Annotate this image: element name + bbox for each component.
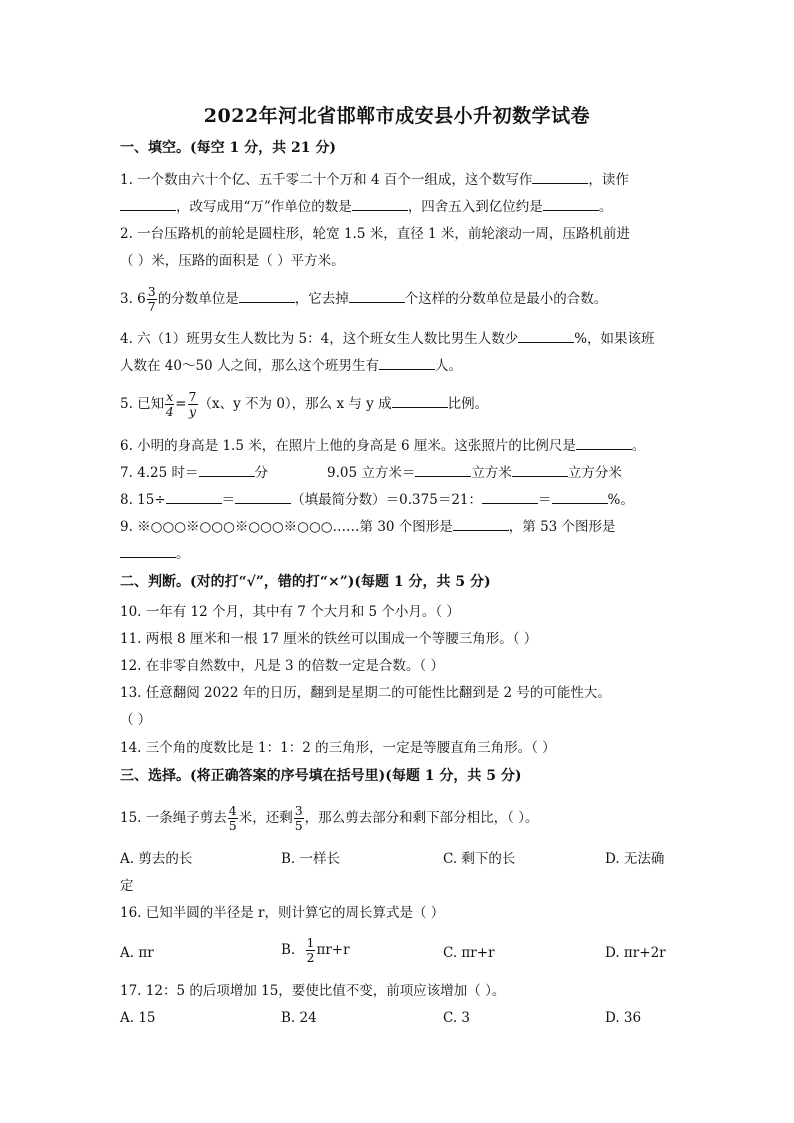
- q4-text-b: %，如果该班: [574, 331, 655, 347]
- q17-option-d[interactable]: D. 36: [605, 1010, 642, 1026]
- question-11: 11. 两根 8 厘米和一根 17 厘米的铁丝可以围成一个等腰三角形。（ ）: [120, 631, 538, 647]
- q5-blank[interactable]: [392, 395, 448, 408]
- q15-numerator-1: 4: [228, 803, 237, 818]
- q5-numerator-2: 7: [188, 389, 197, 404]
- question-5: [120, 387, 794, 421]
- q5-fraction-1: [165, 390, 174, 419]
- q1-text-d: ，四舍五入到亿位约是: [407, 199, 543, 215]
- q16-b-expression: πr+r: [316, 942, 350, 958]
- q4-blank-1[interactable]: [518, 330, 574, 343]
- q1-blank-2[interactable]: [120, 198, 176, 211]
- question-4-line-1: [120, 330, 794, 348]
- question-10: 10. 一年有 12 个月，其中有 7 个大月和 5 个小月。（ ）: [120, 604, 460, 620]
- q3-blank-1[interactable]: [239, 290, 295, 303]
- section-1-heading: 一、填空。(每空 1 分，共 21 分): [120, 140, 336, 156]
- q8-text-d: ＝: [538, 492, 552, 508]
- q15-denominator-1: 5: [228, 818, 237, 833]
- q5-text-a: （x、y 不为 0），那么 x 与 y 成: [198, 396, 392, 412]
- q15-option-a[interactable]: A. 剪去的长: [120, 851, 193, 867]
- q4-text-d: 人。: [434, 358, 462, 374]
- question-13-line-1: 13. 任意翻阅 2022 年的日历，翻到是星期二的可能性比翻到是 2 号的可能性大。: [120, 685, 611, 701]
- q15-text-b: 米，还剩: [238, 810, 293, 826]
- q6-blank[interactable]: [576, 437, 632, 450]
- question-14: 14. 三个角的度数比是 1：1：2 的三角形，一定是等腰直角三角形。（ ）: [120, 740, 556, 756]
- question-9-line-1: [120, 518, 794, 536]
- q15-denominator-2: 5: [294, 818, 303, 833]
- q8-text-b: ＝: [221, 492, 236, 508]
- q1-blank-4[interactable]: [543, 198, 599, 211]
- q4-blank-2[interactable]: [379, 357, 435, 370]
- q7-text-d: 立方米: [471, 465, 512, 481]
- q5-prefix: 5. 已知: [120, 396, 165, 412]
- section-3-heading: 三、选择。(将正确答案的序号填在括号里)(每题 1 分，共 5 分): [120, 768, 522, 784]
- q15-option-d[interactable]: D. 无法确: [605, 851, 665, 867]
- question-4-line-2: [120, 357, 794, 375]
- question-6: [120, 437, 794, 455]
- q3-text-b: ，它去掉: [294, 291, 349, 307]
- q5-denominator-1: 4: [165, 404, 174, 419]
- q5-equals: =: [175, 396, 187, 412]
- q3-numerator: 3: [147, 284, 156, 299]
- question-17: 17. 12：5 的后项增加 15，要使比值不变，前项应该增加（ ）。: [120, 983, 506, 999]
- q15-fraction-2: [294, 804, 304, 833]
- question-15: [120, 801, 794, 835]
- q5-denominator-2: y: [188, 404, 197, 419]
- q15-text-a: 15. 一条绳子剪去: [120, 810, 227, 826]
- q1-blank-1[interactable]: [532, 171, 588, 184]
- q4-text-a: 4. 六（1）班男女生人数比为 5：4，这个班女生人数比男生人数少: [120, 331, 519, 347]
- q3-denominator: 7: [147, 299, 156, 314]
- q16-b-denominator: 2: [306, 950, 315, 965]
- q7-blank-2[interactable]: [415, 464, 471, 477]
- q5-text-b: 比例。: [447, 396, 489, 412]
- question-12: 12. 在非零自然数中，凡是 3 的倍数一定是合数。（ ）: [120, 658, 444, 674]
- q6-text-a: 6. 小明的身高是 1.5 米，在照片上他的身高是 6 厘米。这张照片的比例尺是: [120, 438, 576, 454]
- q17-option-c[interactable]: C. 3: [443, 1010, 471, 1026]
- q8-blank-2[interactable]: [235, 491, 291, 504]
- q16-b-numerator: 1: [306, 935, 315, 950]
- q15-option-d-wrap: 定: [120, 878, 134, 894]
- q7-text-e: 立方分米: [567, 465, 622, 481]
- q9-text-b: ，第 53 个图形是: [508, 519, 616, 535]
- q6-text-b: 。: [631, 438, 646, 454]
- q3-text-c: 个这样的分数单位是最小的合数。: [404, 291, 608, 307]
- q9-blank-1[interactable]: [453, 518, 509, 531]
- q17-option-b[interactable]: B. 24: [281, 1010, 317, 1026]
- q15-fraction-1: [228, 804, 238, 833]
- q7-text-c: 9.05 立方米＝: [327, 465, 416, 481]
- question-7-part-2: [327, 464, 794, 482]
- q7-blank-1[interactable]: [199, 464, 255, 477]
- page-title: 2022年河北省邯郸市成安县小升初数学试卷: [203, 105, 591, 127]
- q9-blank-2[interactable]: [120, 545, 176, 558]
- q7-text-b: 分: [254, 465, 269, 481]
- q7-blank-3[interactable]: [512, 464, 568, 477]
- q1-text-e: 。: [598, 199, 613, 215]
- q1-text-c: ，改写成用“万”作单位的数是: [176, 199, 352, 215]
- q15-option-c[interactable]: C. 剩下的长: [443, 851, 516, 867]
- section-2-heading: 二、判断。(对的打“√”，错的打“×”)(每题 1 分，共 5 分): [120, 574, 491, 590]
- question-1-line-1: [120, 171, 794, 189]
- q7-text-a: 7. 4.25 时＝: [120, 465, 199, 481]
- q9-text-c: 。: [176, 546, 190, 562]
- question-13-line-2: （ ）: [120, 712, 152, 728]
- q1-blank-3[interactable]: [352, 198, 408, 211]
- question-3: [120, 282, 794, 316]
- question-2-line-1: 2. 一台压路机的前轮是圆柱形，轮宽 1.5 米，直径 1 米，前轮滚动一周，压路机前进: [120, 226, 630, 242]
- q17-option-a[interactable]: A. 15: [120, 1010, 156, 1026]
- question-8: [120, 491, 794, 509]
- q15-option-b[interactable]: B. 一样长: [281, 851, 341, 867]
- q16-option-c[interactable]: C. πr+r: [443, 945, 495, 961]
- q3-text-a: 的分数单位是: [157, 291, 239, 307]
- q5-numerator-1: x: [166, 389, 174, 404]
- q3-blank-2[interactable]: [349, 290, 405, 303]
- q16-option-d[interactable]: D. πr+2r: [605, 945, 666, 961]
- q5-fraction-2: [188, 390, 198, 419]
- q16-b-fraction: [306, 936, 316, 965]
- q3-prefix: 3. 6: [120, 291, 146, 307]
- q8-blank-3[interactable]: [482, 491, 538, 504]
- q1-text-b: ，读作: [588, 172, 629, 188]
- question-2-line-2: （ ）米，压路的面积是（ ）平方米。: [120, 253, 345, 269]
- q8-blank-1[interactable]: [166, 491, 222, 504]
- q8-text-a: 8. 15÷: [120, 492, 166, 508]
- q16-b-label: B.: [281, 942, 296, 958]
- q15-numerator-2: 3: [294, 803, 303, 818]
- question-16: 16. 已知半圆的半径是 r，则计算它的周长算式是（ ）: [120, 905, 445, 921]
- q8-text-e: %。: [607, 492, 634, 508]
- q8-text-c: （填最简分数）＝0.375＝21：: [291, 492, 482, 508]
- q16-option-a[interactable]: A. πr: [120, 945, 154, 961]
- q9-text-a: 9. ※○○○※○○○※○○○※○○○……第 30 个图形是: [120, 519, 453, 535]
- q8-blank-4[interactable]: [552, 491, 608, 504]
- q4-text-c: 人数在 40～50 人之间，那么这个班男生有: [120, 358, 379, 374]
- q1-text-a: 1. 一个数由六十个亿、五千零二十个万和 4 百个一组成，这个数写作: [120, 172, 533, 188]
- question-9-line-2: [120, 545, 794, 563]
- q3-fraction: [147, 285, 157, 314]
- question-1-line-2: [120, 198, 794, 216]
- q15-text-c: ，那么剪去部分和剩下部分相比，（ ）。: [304, 810, 539, 826]
